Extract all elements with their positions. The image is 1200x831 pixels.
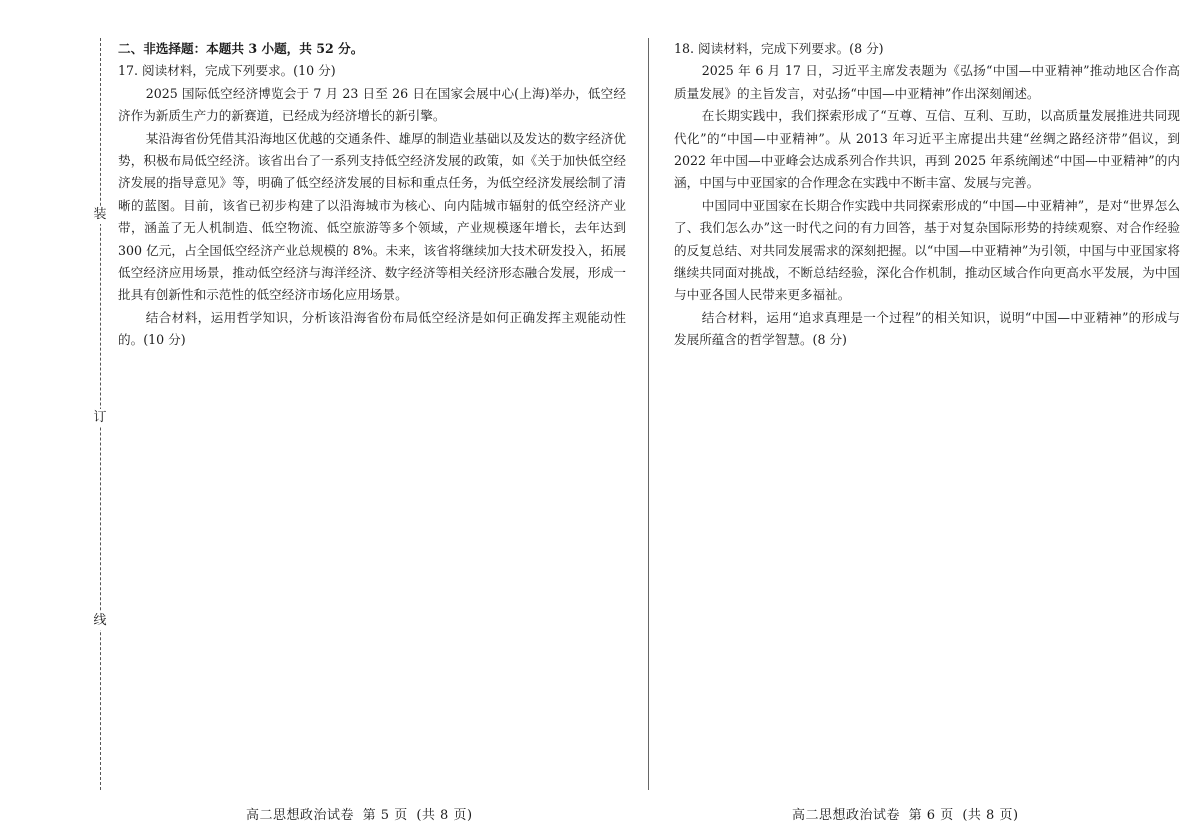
binding-char-ding: 订 bbox=[89, 409, 111, 427]
footer-left-page: 第 5 页 bbox=[362, 808, 408, 823]
footer-right-title: 高二思想政治试卷 bbox=[792, 808, 901, 823]
q17-paragraph-3: 结合材料，运用哲学知识，分析该沿海省份布局低空经济是如何正确发挥主观能动性的。(10 分) bbox=[118, 309, 626, 348]
q17-paragraph-1: 2025 国际低空经济博览会于 7 月 23 日至 26 日在国家会展中心(上海)举办，低空经济作为新质生产力的新赛道，已经成为经济增长的新引擎。 bbox=[118, 85, 626, 124]
question-17-head: 17. 阅读材料，完成下列要求。(10 分) bbox=[118, 63, 336, 79]
footer-right bbox=[792, 804, 1023, 823]
q18-paragraph-3: 中国同中亚国家在长期合作实践中共同探索形成的“中国—中亚精神”，是对“世界怎么了、我们怎么办”这一时代之问的有力回答，基于对复杂国际形势的持续观察、对合作经验的反复总结、对共同发展需求的深刻把握。以“中国—中亚精神”为引领，中国与中亚国家将继续共同面对挑战，不断总结经验，深化合作机制，推动区域合作向更高水平发展，为中国与中亚各国人民带来更多福祉。 bbox=[674, 197, 1180, 303]
footer-left-total: (共 8 页) bbox=[416, 808, 473, 823]
left-page-content bbox=[118, 38, 626, 352]
section-title: 二、非选择题：本题共 3 小题，共 52 分。 bbox=[118, 41, 364, 56]
q18-paragraph-1: 2025 年 6 月 17 日，习近平主席发表题为《弘扬“中国—中亚精神”推动地区合作高质量发展》的主旨发言，对弘扬“中国—中亚精神”作出深刻阐述。 bbox=[674, 63, 1180, 101]
binding-char-xian: 线 bbox=[89, 612, 111, 630]
footer-right-total: (共 8 页) bbox=[962, 808, 1019, 823]
page-divider bbox=[648, 38, 649, 790]
q17-paragraph-2: 某沿海省份凭借其沿海地区优越的交通条件、雄厚的制造业基础以及发达的数字经济优势，积极布局低空经济。该省出台了一系列支持低空经济发展的政策，如《关于加快低空经济发展的指导意见》等，明确了低空经济发展的目标和重点任务，为低空经济发展绘制了清晰的蓝图。目前，该省已初步构建了以沿海城市为核心、向内陆城市辐射的低空经济产业带，涵盖了无人机制造、低空物流、低空旅游等多个领域，产业规模逐年增长，去年达到 300 亿元，占全国低空经济产业总规模的 8%。未来，该省将继续加大技术研发投入，拓展低空经济应用场景，推动低空经济与海洋经济、数字经济等相关经济形态融合发展，形成一批具有创新性和示范性的低空经济市场化应用场景。 bbox=[118, 130, 626, 303]
footer-left bbox=[246, 804, 477, 823]
binding-char-zhuang: 装 bbox=[89, 206, 111, 224]
footer-left-title: 高二思想政治试卷 bbox=[246, 808, 355, 823]
right-page-content bbox=[674, 38, 1180, 352]
question-18-head: 18. 阅读材料，完成下列要求。(8 分) bbox=[674, 41, 884, 56]
q18-paragraph-4: 结合材料，运用“追求真理是一个过程”的相关知识，说明“中国—中亚精神”的形成与发展所蕴含的哲学智慧。(8 分) bbox=[674, 309, 1180, 348]
q18-paragraph-2: 在长期实践中，我们探索形成了“互尊、互信、互利、互助，以高质量发展推进共同现代化”的“中国—中亚精神”。从 2013 年习近平主席提出共建“丝绸之路经济带”倡议，到 2022 年中国—中亚峰会达成系列合作共识，再到 2025 年系统阐述“中国—中亚精神”的内涵，中国与中亚国家的合作理念在实践中不断丰富、发展与完善。 bbox=[674, 108, 1180, 191]
footer-right-page: 第 6 页 bbox=[908, 808, 954, 823]
